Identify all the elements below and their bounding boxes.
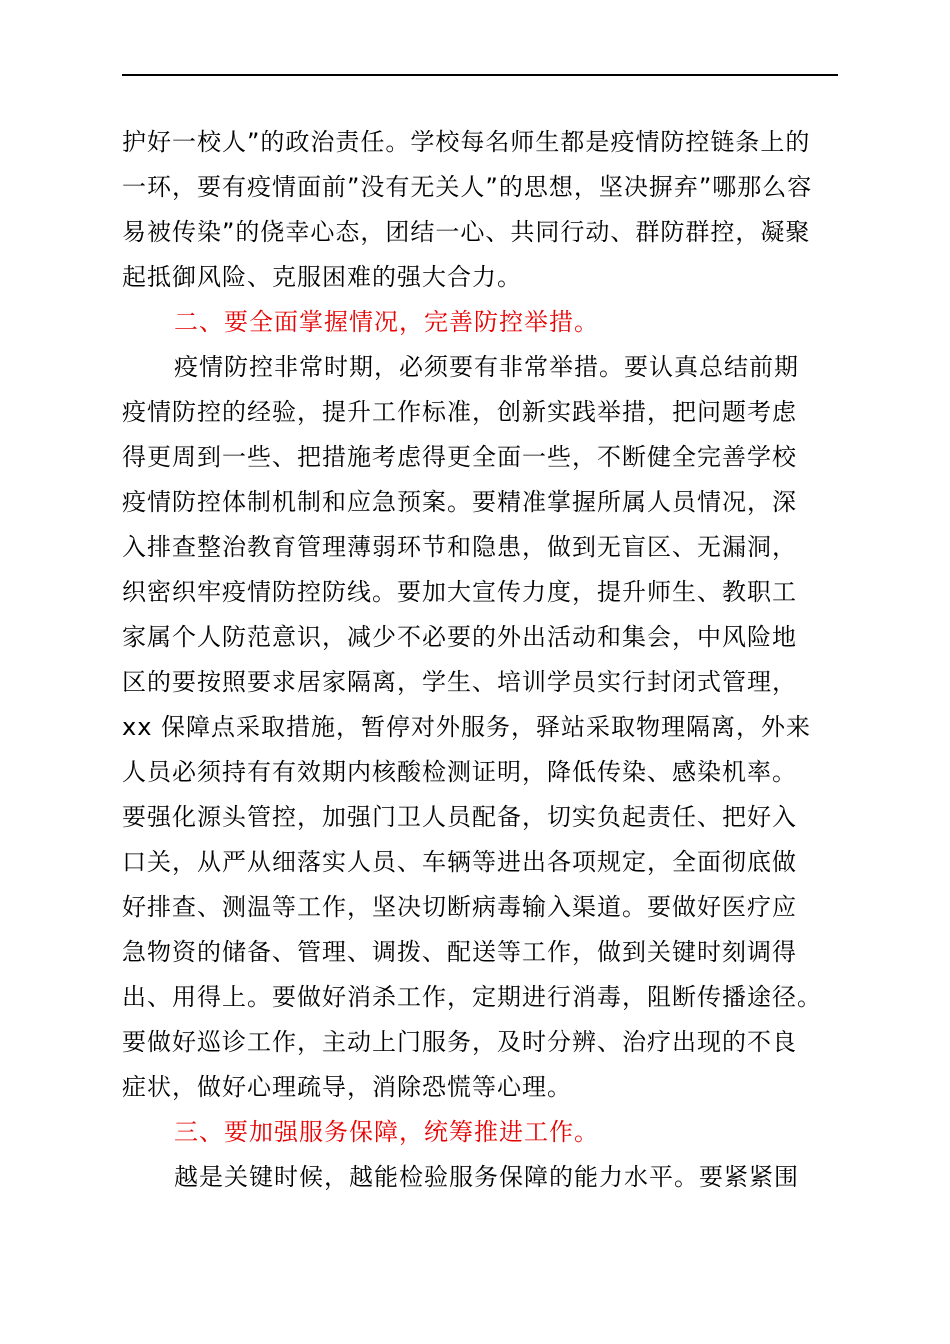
body-line: 护好一校人”的政治责任。学校每名师生都是疫情防控链条上的 xyxy=(122,128,811,156)
body-line: 要强化源头管控，加强门卫人员配备，切实负起责任、把好入 xyxy=(122,803,797,831)
body-line: xx 保障点采取措施，暂停对外服务，驿站采取物理隔离，外来 xyxy=(122,713,812,741)
body-line: 一环，要有疫情面前”没有无关人”的思想，坚决摒弃”哪那么容 xyxy=(122,173,813,201)
section-heading-3: 三、要加强服务保障，统筹推进工作。 xyxy=(174,1118,599,1146)
body-line: 急物资的储备、管理、调拨、配送等工作，做到关键时刻调得 xyxy=(122,938,797,966)
body-line: 人员必须持有有效期内核酸检测证明，降低传染、感染机率。 xyxy=(122,758,797,786)
body-line: 入排查整治教育管理薄弱环节和隐患，做到无盲区、无漏洞， xyxy=(122,533,797,561)
body-line: 要做好巡诊工作，主动上门服务，及时分辨、治疗出现的不良 xyxy=(122,1028,797,1056)
body-line: 口关，从严从细落实人员、车辆等进出各项规定，全面彻底做 xyxy=(122,848,797,876)
body-line: 好排查、测温等工作，坚决切断病毒输入渠道。要做好医疗应 xyxy=(122,893,797,921)
body-line: 疫情防控体制机制和应急预案。要精准掌握所属人员情况，深 xyxy=(122,488,797,516)
body-line: 得更周到一些、把措施考虑得更全面一些，不断健全完善学校 xyxy=(122,443,797,471)
body-line: 区的要按照要求居家隔离，学生、培训学员实行封闭式管理， xyxy=(122,668,797,696)
body-line: 疫情防控的经验，提升工作标准，创新实践举措，把问题考虑 xyxy=(122,398,797,426)
body-line: 出、用得上。要做好消杀工作，定期进行消毒，阻断传播途径。 xyxy=(122,983,822,1011)
body-line: 症状，做好心理疏导，消除恐慌等心理。 xyxy=(122,1073,572,1101)
body-line: 越是关键时候，越能检验服务保障的能力水平。要紧紧围 xyxy=(174,1163,799,1191)
body-line: 起抵御风险、克服困难的强大合力。 xyxy=(122,263,522,291)
body-line: 疫情防控非常时期，必须要有非常举措。要认真总结前期 xyxy=(174,353,799,381)
body-line: 家属个人防范意识，减少不必要的外出活动和集会，中风险地 xyxy=(122,623,797,651)
section-heading-2: 二、要全面掌握情况，完善防控举措。 xyxy=(174,308,599,336)
header-rule xyxy=(122,74,838,76)
body-line: 织密织牢疫情防控防线。要加大宣传力度，提升师生、教职工 xyxy=(122,578,797,606)
body-line: 易被传染”的侥幸心态，团结一心、共同行动、群防群控，凝聚 xyxy=(122,218,811,246)
